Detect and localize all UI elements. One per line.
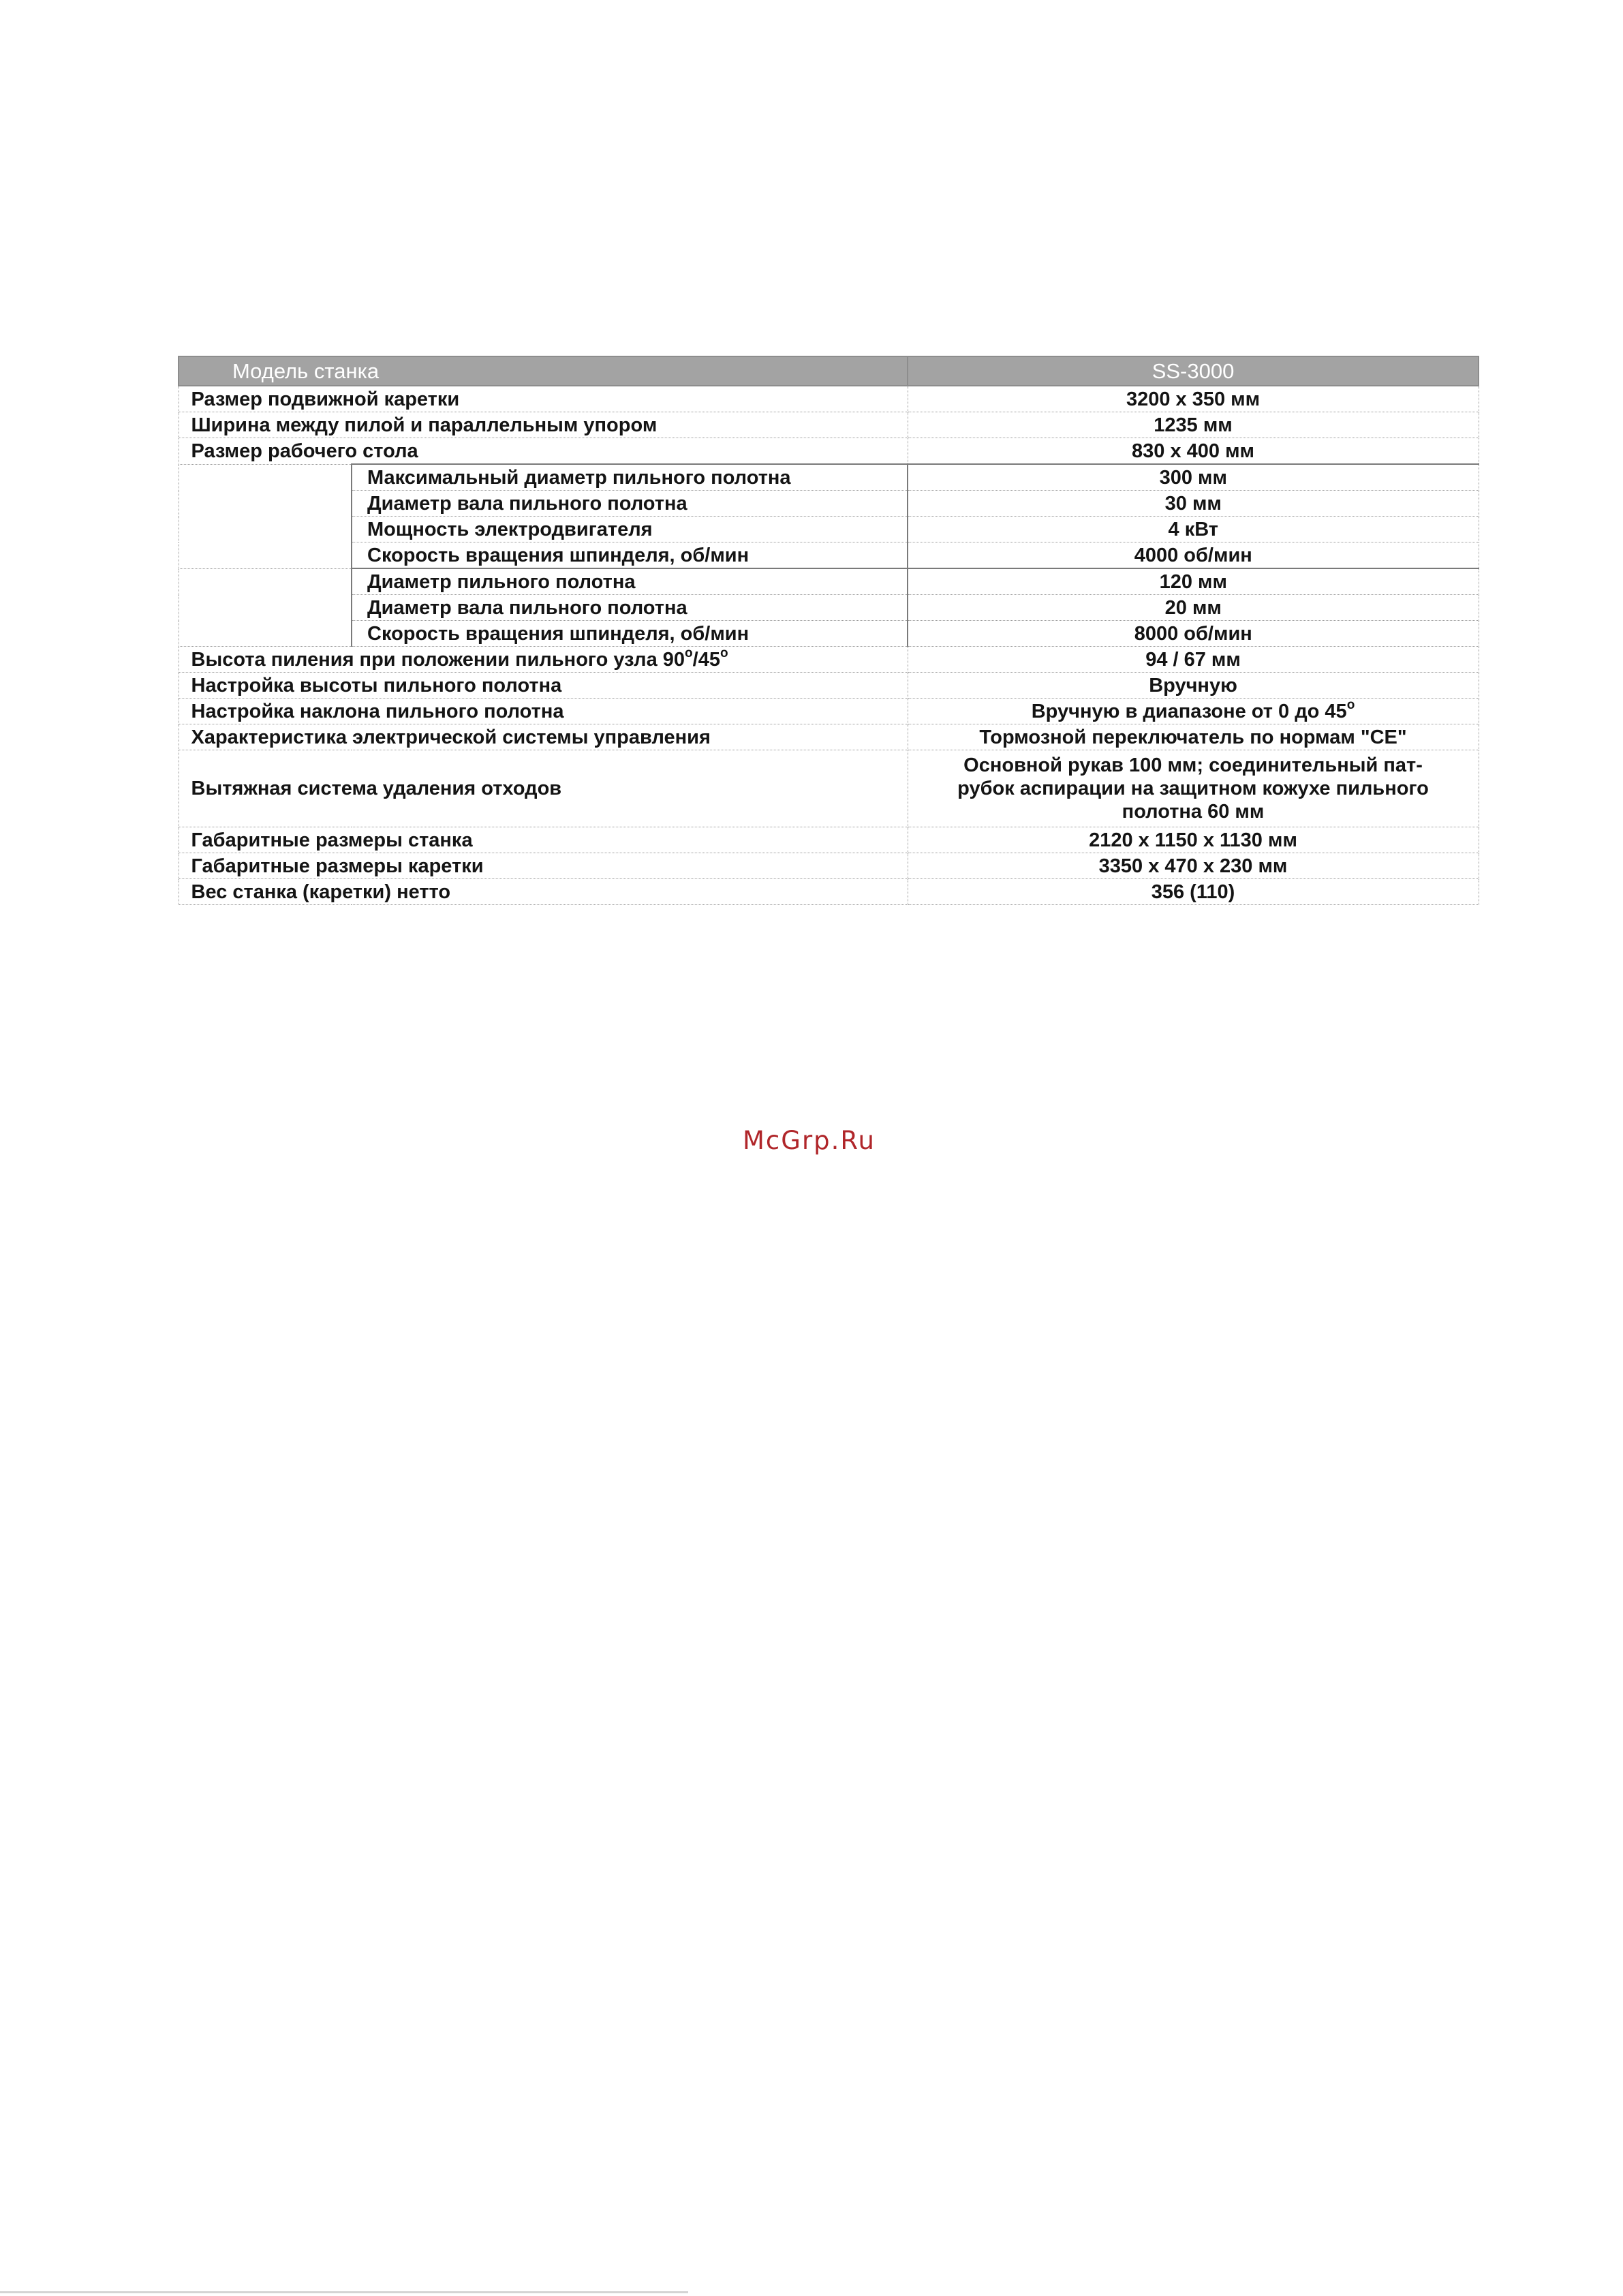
row-label: Габаритные размеры станка <box>179 827 908 853</box>
spec-table <box>178 356 1479 905</box>
table-row <box>179 595 1479 621</box>
row-label: Максимальный диаметр пильного полотна <box>352 464 908 491</box>
row-label: Диаметр вала пильного полотна <box>352 595 908 621</box>
header-label: Модель станка <box>179 356 908 386</box>
row-value: Основной рукав 100 мм; соединительный пат- рубок аспирации на защитном кожухе пильного полотна 60 мм <box>908 750 1479 827</box>
row-label: Настройка наклона пильного полотна <box>179 699 908 724</box>
table-row <box>179 517 1479 542</box>
table-row <box>179 568 1479 595</box>
table-row <box>179 621 1479 647</box>
group-cell-main-saw <box>179 464 352 568</box>
row-value: 2120 х 1150 х 1130 мм <box>908 827 1479 853</box>
table-row <box>179 724 1479 750</box>
row-label: Скорость вращения шпинделя, об/мин <box>352 542 908 569</box>
row-label: Вытяжная система удаления отходов <box>179 750 908 827</box>
watermark-text: McGrp.Ru <box>743 1126 876 1155</box>
degree-mark: o <box>1346 698 1355 712</box>
table-row <box>179 673 1479 699</box>
row-value: 1235 мм <box>908 412 1479 438</box>
table-row <box>179 464 1479 491</box>
table-header-row <box>179 356 1479 386</box>
row-value: 20 мм <box>908 595 1479 621</box>
row-value: Вручную <box>908 673 1479 699</box>
row-value: 3200 х 350 мм <box>908 386 1479 412</box>
table-row <box>179 386 1479 412</box>
row-label: Характеристика электрической системы управления <box>179 724 908 750</box>
table-row <box>179 750 1479 827</box>
degree-mark: o <box>685 646 693 660</box>
row-value: 300 мм <box>908 464 1479 491</box>
row-value: 120 мм <box>908 568 1479 595</box>
row-value: 30 мм <box>908 491 1479 517</box>
row-label: Ширина между пилой и параллельным упором <box>179 412 908 438</box>
table-row <box>179 412 1479 438</box>
row-value: 4 кВт <box>908 517 1479 542</box>
row-value: 4000 об/мин <box>908 542 1479 569</box>
row-label: Настройка высоты пильного полотна <box>179 673 908 699</box>
row-label: Размер подвижной каретки <box>179 386 908 412</box>
row-label: Высота пиления при положении пильного узла 90$^o$/45$^o$ <box>179 647 908 673</box>
row-label: Габаритные размеры каретки <box>179 853 908 879</box>
table-row <box>179 542 1479 569</box>
group-cell-scoring-saw <box>179 568 352 647</box>
row-value: 3350 х 470 х 230 мм <box>908 853 1479 879</box>
row-label: Диаметр пильного полотна <box>352 568 908 595</box>
table-row <box>179 699 1479 724</box>
degree-mark: o <box>720 646 728 660</box>
table-row <box>179 879 1479 905</box>
row-label: Мощность электродвигателя <box>352 517 908 542</box>
row-label: Вес станка (каретки) нетто <box>179 879 908 905</box>
table-row <box>179 491 1479 517</box>
table-row <box>179 827 1479 853</box>
row-value: Тормозной переключатель по нормам "CE" <box>908 724 1479 750</box>
row-value: 94 / 67 мм <box>908 647 1479 673</box>
header-model: SS-3000 <box>908 356 1479 386</box>
row-label: Размер рабочего стола <box>179 438 908 465</box>
row-label: Скорость вращения шпинделя, об/мин <box>352 621 908 647</box>
table-row <box>179 853 1479 879</box>
row-value: 356 (110) <box>908 879 1479 905</box>
footer-divider <box>0 2291 688 2293</box>
row-label: Диаметр вала пильного полотна <box>352 491 908 517</box>
table-row <box>179 647 1479 673</box>
table-row <box>179 438 1479 465</box>
row-value: 830 х 400 мм <box>908 438 1479 465</box>
row-value: 8000 об/мин <box>908 621 1479 647</box>
row-value: Вручную в диапазоне от 0 до 45$^o$ <box>908 699 1479 724</box>
